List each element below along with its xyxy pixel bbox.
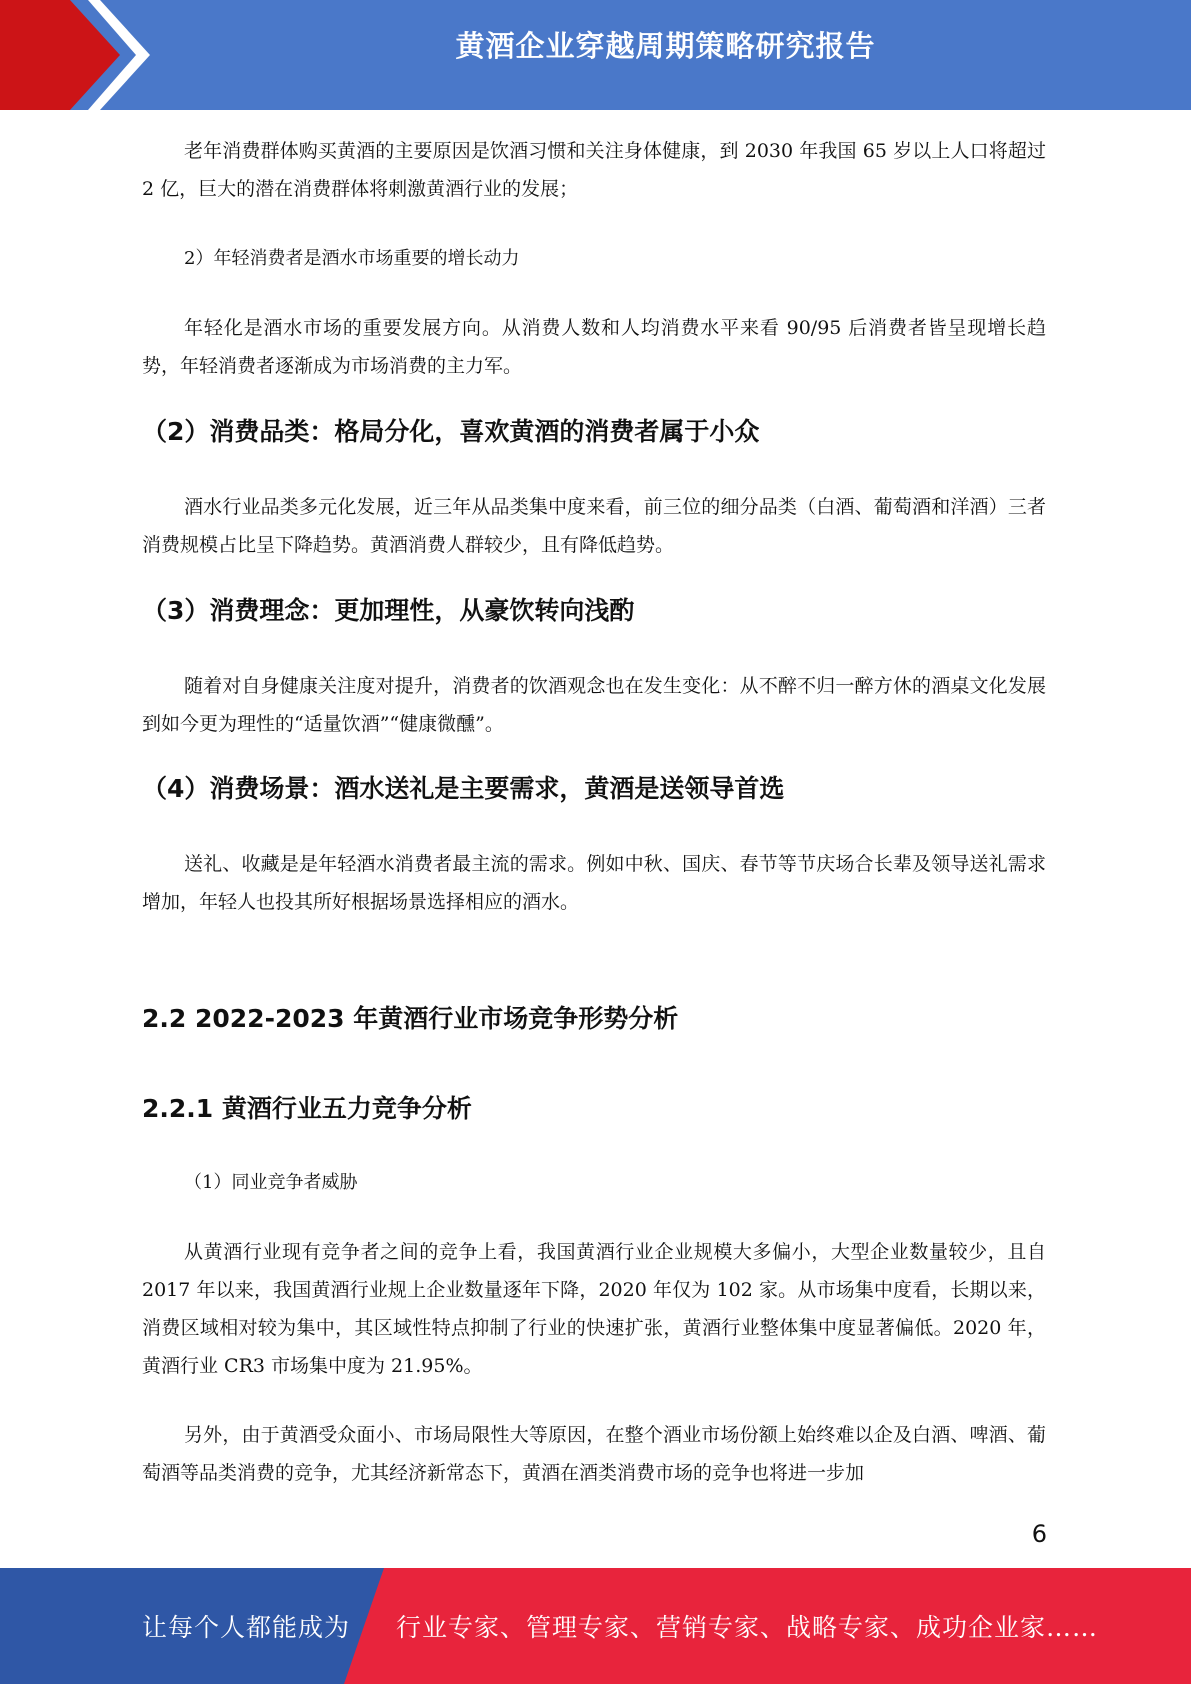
- heading-consumption-concept: （3）消费理念：更加理性，从豪饮转向浅酌: [142, 596, 635, 625]
- paragraph-elderly-consumers: 老年消费群体购买黄酒的主要原因是饮酒习惯和关注身体健康，到 2030 年我国 65 岁以上人口将超过 2 亿，巨大的潜在消费群体将刺激黄酒行业的发展；: [142, 140, 1046, 200]
- heading-consumption-scenario: （4）消费场景：酒水送礼是主要需求，黄酒是送领导首选: [142, 774, 785, 803]
- subheading-peer-competitors: （1）同业竞争者威胁: [184, 1172, 358, 1193]
- section-heading-2-2: 2.2 2022-2023 年黄酒行业市场竞争形势分析: [142, 1004, 679, 1033]
- report-title: 黄酒企业穿越周期策略研究报告: [455, 29, 876, 63]
- paragraph-market-share: 另外，由于黄酒受众面小、市场局限性大等原因，在整个酒业市场份额上始终难以企及白酒、啤酒、葡萄酒等品类消费的竞争，尤其经济新常态下，黄酒在酒类消费市场的竞争也将进一步加: [142, 1424, 1046, 1484]
- paragraph-category-diversification: 酒水行业品类多元化发展，近三年从品类集中度来看，前三位的细分品类（白酒、葡萄酒和洋酒）三者消费规模占比呈下降趋势。黄酒消费人群较少，且有降低趋势。: [142, 496, 1046, 556]
- footer-slogan-right: 行业专家、管理专家、营销专家、战略专家、成功企业家……: [396, 1613, 1099, 1642]
- page-footer: [0, 1568, 1191, 1684]
- footer-slogan-left: 让每个人都能成为: [142, 1613, 351, 1642]
- paragraph-gift-demand: 送礼、收藏是是年轻酒水消费者最主流的需求。例如中秋、国庆、春节等节庆场合长辈及领导送礼需求增加，年轻人也投其所好根据场景选择相应的酒水。: [142, 853, 1046, 913]
- page-number: 6: [1031, 1520, 1047, 1548]
- paragraph-rational-drinking: 随着对自身健康关注度对提升，消费者的饮酒观念也在发生变化：从不醉不归一醉方休的酒桌文化发展到如今更为理性的“适量饮酒”“健康微醺”。: [142, 675, 1046, 735]
- paragraph-competition-analysis: 从黄酒行业现有竞争者之间的竞争上看，我国黄酒行业企业规模大多偏小，大型企业数量较少，且自 2017 年以来，我国黄酒行业规上企业数量逐年下降，2020 年仅为 102 家。从市场集中度看，长期以来，消费区域相对较为集中，其区域性特点抑制了行业的快速扩张，黄酒行业整体集中度显著偏低。2020 年，黄酒行业 CR3 市场集中度为 21.95%。: [142, 1241, 1046, 1377]
- page-header: [0, 0, 1191, 110]
- section-heading-2-2-1: 2.2.1 黄酒行业五力竞争分析: [142, 1094, 472, 1123]
- paragraph-youth-trend: 年轻化是酒水市场的重要发展方向。从消费人数和人均消费水平来看 90/95 后消费者皆呈现增长趋势，年轻消费者逐渐成为市场消费的主力军。: [142, 317, 1046, 377]
- heading-consumption-category: （2）消费品类：格局分化，喜欢黄酒的消费者属于小众: [142, 417, 760, 446]
- subheading-young-consumers: 2）年轻消费者是酒水市场重要的增长动力: [184, 248, 520, 269]
